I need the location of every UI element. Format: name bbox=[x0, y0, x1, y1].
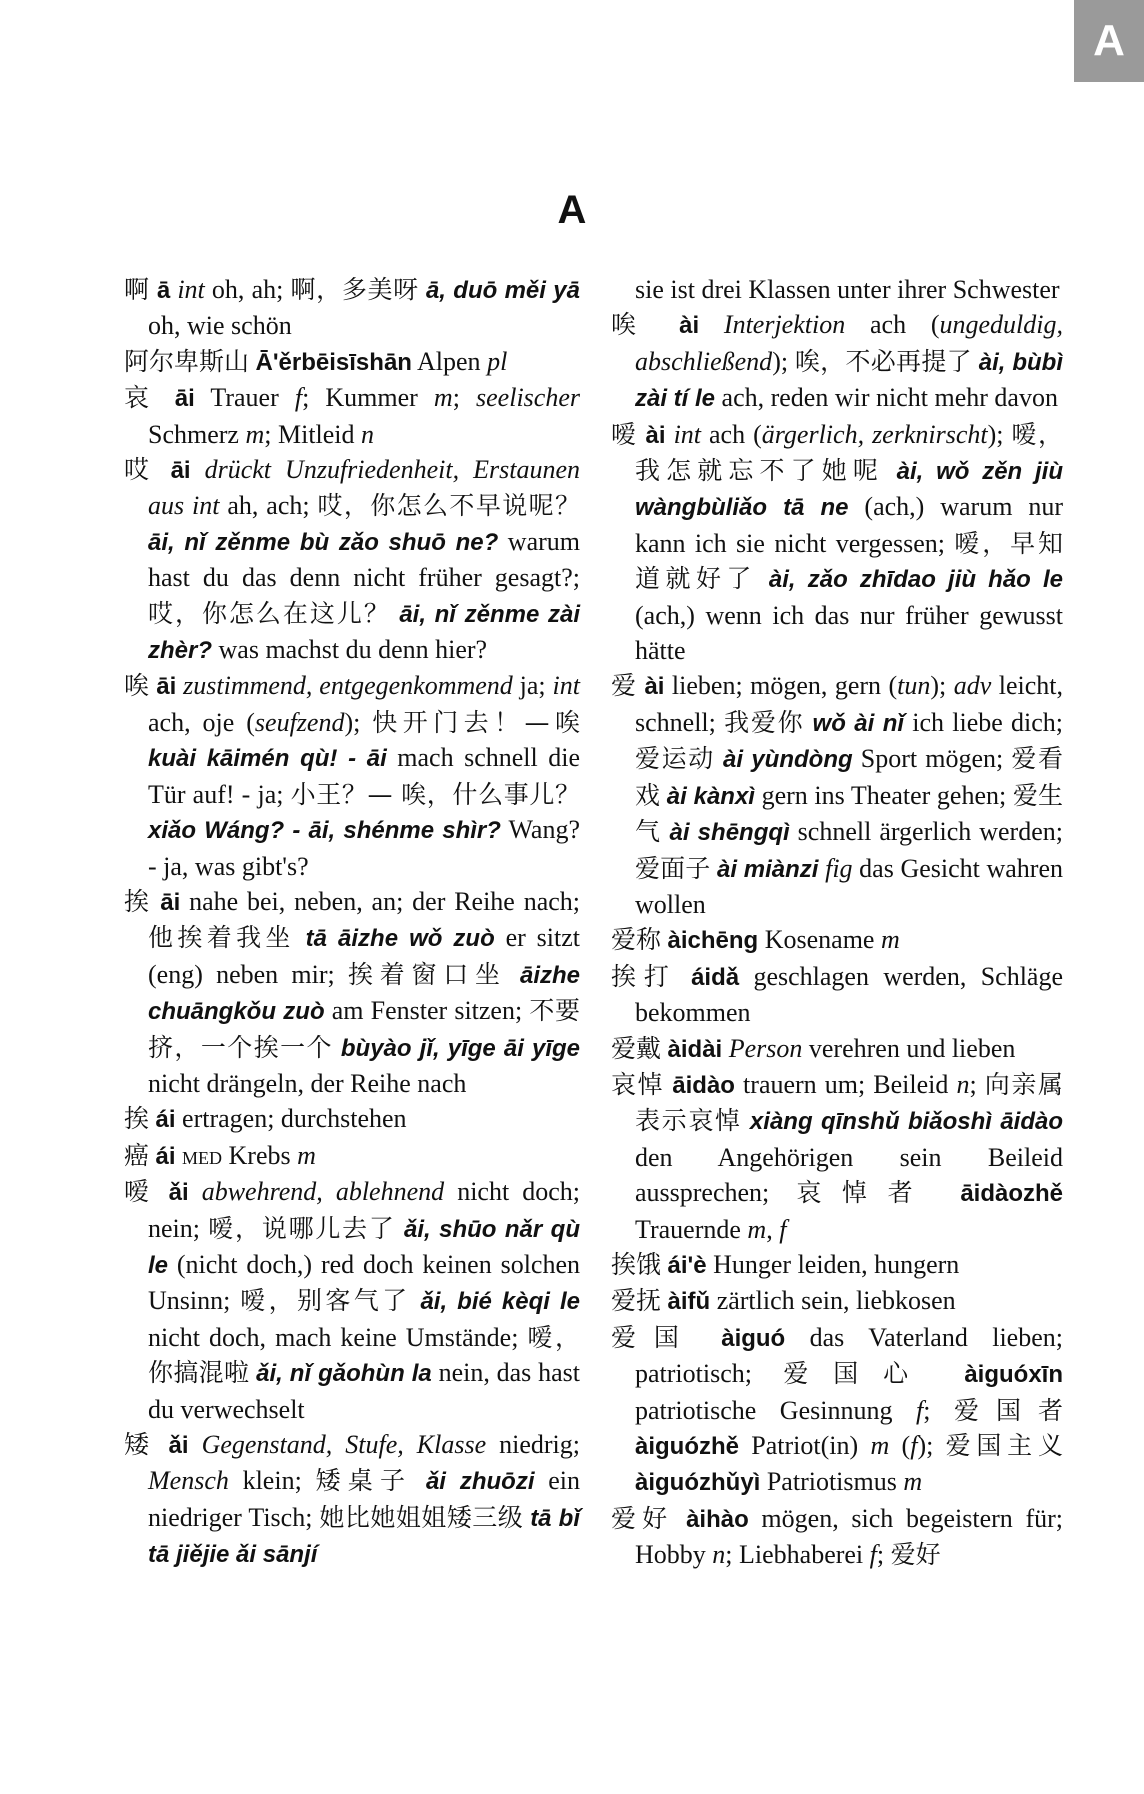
grammar-label: n bbox=[956, 1069, 970, 1099]
entry-text: nicht doch, mach keine Umstände; bbox=[148, 1322, 528, 1352]
example-chinese: 嗳，别客气了 bbox=[240, 1286, 411, 1316]
example-chinese: 爱国主义 bbox=[945, 1431, 1063, 1460]
headword-pinyin: àidài bbox=[667, 1035, 723, 1063]
example-chinese: 我爱你 bbox=[724, 707, 805, 737]
grammar-label: f bbox=[869, 1540, 877, 1570]
entry-text bbox=[933, 1178, 960, 1207]
headword-pinyin: āi bbox=[170, 457, 191, 485]
headword: 嗳 bbox=[124, 1177, 156, 1207]
headword: 哀 bbox=[124, 383, 159, 413]
headword-pinyin: ái bbox=[155, 1106, 176, 1134]
headword-pinyin: ǎi bbox=[168, 1179, 189, 1207]
entry-text: patriotische Gesinnung bbox=[635, 1395, 916, 1425]
example-pinyin: ài kànxì bbox=[666, 782, 755, 810]
headword: 爱抚 bbox=[611, 1286, 662, 1316]
example-chinese: 啊，多美呀 bbox=[290, 275, 419, 304]
entry-text: ; Mitleid bbox=[264, 419, 362, 449]
entry-text bbox=[151, 887, 160, 916]
headword: 挨饿 bbox=[611, 1249, 662, 1279]
headword-pinyin: āi bbox=[160, 888, 181, 916]
example-pinyin: wǒ ài nǐ bbox=[812, 709, 905, 737]
grammar-label: zustimmend, entgegenkommend bbox=[183, 671, 513, 701]
entry-text: ach, oje ( bbox=[148, 707, 255, 737]
entry-text: ; bbox=[923, 1395, 954, 1425]
example-pinyin: ǎi, shūo nǎr qù le bbox=[148, 1215, 580, 1279]
example-chinese: 嗳，我怎就忘不了她呢 bbox=[635, 419, 1064, 486]
dictionary-entry bbox=[124, 1427, 580, 1573]
entry-text: niedrig; bbox=[486, 1430, 581, 1459]
grammar-label: f bbox=[910, 1431, 918, 1460]
headword: 爱 bbox=[611, 671, 637, 701]
grammar-label: Gegenstand, Stufe, Klasse bbox=[201, 1430, 487, 1459]
entry-text: lieben; mögen, gern ( bbox=[664, 671, 898, 701]
entry-text: am Fenster sitzen; bbox=[324, 996, 530, 1026]
grammar-label: fig bbox=[825, 853, 853, 883]
entry-text: ach ( bbox=[701, 419, 762, 449]
entry-text: mögen, sich begeistern für; Hobby bbox=[635, 1503, 1064, 1570]
dictionary-entry bbox=[124, 884, 580, 1101]
entry-text bbox=[742, 1106, 750, 1135]
letter-tab: A bbox=[1074, 0, 1144, 82]
headword: 癌 bbox=[124, 1140, 150, 1170]
dictionary-entry bbox=[611, 959, 1063, 1031]
entry-text: ich liebe dich; bbox=[904, 707, 1064, 737]
entry-text: das Vaterland lieben; patriotisch; bbox=[635, 1322, 1063, 1389]
headword-pinyin: àiguózhǔyì bbox=[635, 1469, 761, 1497]
headword-pinyin: àihào bbox=[686, 1505, 749, 1533]
entry-text bbox=[412, 1466, 426, 1495]
entry-text bbox=[884, 456, 897, 485]
entry-text: ertragen; durchstehen bbox=[175, 1104, 407, 1134]
example-pinyin: ài yùndòng bbox=[723, 746, 853, 774]
entry-text: ); bbox=[772, 346, 795, 376]
headword: 爱戴 bbox=[611, 1033, 662, 1063]
entry-text bbox=[715, 744, 723, 773]
entry-text bbox=[189, 1430, 202, 1459]
entry-text bbox=[150, 275, 157, 304]
entry-text: Wang? - ja, was gibt's? bbox=[148, 815, 580, 881]
grammar-label: m bbox=[880, 925, 900, 955]
headword: 哀悼 bbox=[611, 1069, 665, 1099]
entry-text: ); bbox=[917, 1431, 946, 1460]
dictionary-entry bbox=[611, 922, 1063, 958]
domain-label: med bbox=[182, 1140, 223, 1170]
entry-text: Patriot(in) bbox=[739, 1431, 871, 1460]
entry-text bbox=[666, 420, 674, 449]
entry-text: (nicht doch,) red doch keinen solchen Unsinn; bbox=[148, 1249, 580, 1316]
example-chinese: 哎，你怎么在这儿？ bbox=[148, 598, 391, 628]
entry-text: leicht, schnell; bbox=[635, 671, 1063, 737]
headword-pinyin: āidàozhě bbox=[960, 1180, 1064, 1208]
section-heading: A bbox=[557, 188, 587, 232]
entry-text: ; bbox=[969, 1069, 985, 1099]
grammar-label: f bbox=[915, 1395, 924, 1425]
entry-text bbox=[333, 1033, 341, 1062]
entry-text bbox=[411, 1286, 421, 1315]
example-chinese: 挨着窗口坐 bbox=[348, 959, 507, 989]
example-chinese: 嗳，你搞混啦 bbox=[148, 1322, 580, 1388]
example-chinese: 爱国者 bbox=[953, 1395, 1063, 1425]
example-pinyin: āi, nǐ zěnme zài zhèr? bbox=[148, 600, 580, 665]
entry-text: sie ist drei Klassen unter ihrer Schwester bbox=[635, 275, 1060, 304]
headword-pinyin: ài bbox=[645, 421, 666, 449]
example-chinese: 爱好 bbox=[890, 1540, 941, 1570]
example-pinyin: tā āizhe wǒ zuò bbox=[305, 925, 495, 953]
headword: 唉 bbox=[611, 310, 655, 340]
entry-text: was machst du denn hier? bbox=[212, 635, 488, 665]
entry-text: nicht doch; nein; bbox=[148, 1177, 580, 1243]
grammar-label: m bbox=[747, 1214, 767, 1244]
headword-pinyin: àichēng bbox=[667, 927, 759, 955]
entry-text bbox=[654, 310, 679, 339]
headword: 啊 bbox=[124, 275, 150, 304]
example-pinyin: ài miànzi bbox=[716, 855, 819, 883]
entry-text bbox=[677, 962, 691, 991]
grammar-label: seufzend bbox=[254, 707, 345, 737]
entry-text bbox=[804, 708, 812, 737]
entry-text bbox=[191, 455, 205, 484]
dictionary-entry bbox=[124, 1138, 580, 1174]
entry-text: ach ( bbox=[845, 310, 940, 340]
example-chinese: 他挨着我坐 bbox=[148, 923, 295, 953]
entry-text: ); bbox=[987, 419, 1012, 449]
entry-text: (ach,) warum nur kann ich sie nicht vergessen; bbox=[635, 492, 1063, 558]
entry-text bbox=[710, 854, 717, 883]
example-chinese: 爱运动 bbox=[635, 744, 715, 774]
example-pinyin: xiàng qīnshǔ biǎoshì āidào bbox=[749, 1108, 1063, 1136]
example-pinyin: ài, wǒ zěn jiù wàngbùliǎo tā ne bbox=[635, 458, 1063, 522]
entry-text bbox=[972, 347, 979, 376]
grammar-label: m bbox=[245, 419, 265, 449]
entry-text bbox=[660, 781, 667, 810]
entry-text: zärtlich sein, liebkosen bbox=[710, 1286, 956, 1316]
headword-pinyin: āi bbox=[174, 385, 195, 413]
entry-text: geschlagen werden, Schläge bekommen bbox=[635, 961, 1063, 1028]
entry-text: Sport mögen; bbox=[852, 744, 1012, 774]
dictionary-entry bbox=[611, 1283, 1063, 1319]
entry-text: Krebs bbox=[222, 1140, 298, 1170]
headword-pinyin: ài bbox=[644, 673, 665, 701]
entry-text: , bbox=[766, 1214, 780, 1244]
example-pinyin: āizhe chuāngkǒu zuò bbox=[148, 961, 580, 1026]
grammar-label: abwehrend, ablehnend bbox=[201, 1177, 445, 1207]
entry-text: ; bbox=[452, 383, 477, 413]
entry-continuation bbox=[611, 272, 1063, 307]
entry-text: ach, reden wir nicht mehr davon bbox=[715, 383, 1058, 413]
headword: 阿尔卑斯山 bbox=[124, 346, 250, 376]
example-chinese: 爱国心 bbox=[783, 1359, 933, 1389]
headword-pinyin: Ā'ěrbēisīshān bbox=[255, 348, 412, 376]
example-pinyin: xiǎo Wáng? - āi, shénme shìr? bbox=[148, 817, 501, 845]
headword: 挨 bbox=[124, 1104, 150, 1134]
example-pinyin: ā, duō měi yā bbox=[425, 277, 580, 304]
entry-text bbox=[157, 455, 171, 484]
grammar-label: Person bbox=[728, 1033, 803, 1063]
headword-pinyin: āi bbox=[156, 673, 177, 701]
grammar-label: m bbox=[297, 1140, 316, 1170]
entry-text bbox=[156, 1430, 169, 1459]
entry-text: ); bbox=[930, 671, 954, 701]
headword-pinyin: āidào bbox=[672, 1071, 735, 1099]
entry-text: ); bbox=[344, 707, 373, 737]
grammar-label: n bbox=[361, 419, 375, 449]
example-chinese: 哎，你怎么不早说呢？ bbox=[317, 491, 580, 521]
headword: 哎 bbox=[124, 455, 157, 485]
entry-text: trauern um; Beileid bbox=[734, 1069, 957, 1099]
dictionary-entry bbox=[124, 272, 580, 344]
entry-text bbox=[662, 817, 670, 846]
entry-text: ( bbox=[889, 1431, 911, 1460]
entry-text: Schmerz bbox=[148, 419, 246, 449]
grammar-label: Interjektion bbox=[723, 310, 846, 340]
headword-pinyin: ái'è bbox=[667, 1251, 707, 1279]
entry-text: nahe bei, neben, an; der Reihe nach; bbox=[180, 886, 580, 916]
example-pinyin: ài, bùbì zài tí le bbox=[635, 348, 1064, 413]
entry-text bbox=[638, 420, 646, 449]
left-column bbox=[124, 272, 580, 1573]
example-pinyin: ǎi, bié kèqi le bbox=[420, 1288, 580, 1316]
entry-text bbox=[697, 1323, 721, 1352]
entry-text: ; Liebhaberei bbox=[725, 1540, 870, 1570]
example-chinese: 她比她姐姐矮三级 bbox=[319, 1502, 524, 1532]
example-pinyin: tā bǐ tā jiějie ǎi sānjí bbox=[148, 1504, 580, 1569]
example-pinyin: kuài kāimén qù! - āi bbox=[148, 745, 387, 773]
entry-text: verehren und lieben bbox=[802, 1033, 1016, 1063]
dictionary-entry bbox=[611, 1247, 1063, 1283]
grammar-label: int bbox=[177, 275, 205, 304]
headword: 嗳 bbox=[611, 419, 638, 449]
entry-text: ja; bbox=[512, 671, 553, 701]
example-chinese: 小王？— 唉，什么事儿？ bbox=[290, 779, 581, 809]
entry-text: ; Kummer bbox=[302, 383, 434, 413]
example-pinyin: ài shēngqì bbox=[669, 819, 790, 847]
grammar-label: tun bbox=[897, 671, 931, 701]
example-chinese: 向亲属表示哀悼 bbox=[635, 1069, 1063, 1136]
entry-text bbox=[159, 383, 175, 412]
grammar-label: m bbox=[433, 383, 453, 413]
dictionary-entry bbox=[611, 1031, 1063, 1067]
headword: 唉 bbox=[124, 671, 150, 701]
entry-text bbox=[699, 310, 724, 339]
grammar-label: m bbox=[903, 1467, 923, 1497]
entry-text: Kosename bbox=[758, 925, 881, 955]
dictionary-entry bbox=[611, 1320, 1063, 1501]
dictionary-entry bbox=[124, 1174, 580, 1427]
entry-text: nein, das hast du verwechselt bbox=[148, 1358, 581, 1424]
dictionary-entry bbox=[124, 1101, 580, 1137]
headword-pinyin: àiguózhě bbox=[635, 1433, 740, 1460]
example-pinyin: ǎi, nǐ gǎohùn la bbox=[256, 1360, 432, 1388]
headword: 爱好 bbox=[611, 1503, 674, 1533]
headword: 矮 bbox=[124, 1430, 156, 1459]
example-pinyin: āi, nǐ zěnme bù zǎo shuō ne? bbox=[148, 528, 499, 556]
headword: 挨 bbox=[124, 886, 152, 916]
grammar-label: n bbox=[712, 1540, 726, 1570]
dictionary-entry bbox=[124, 380, 580, 452]
entry-text: ein niedriger Tisch; bbox=[148, 1466, 581, 1532]
grammar-label: f bbox=[779, 1214, 787, 1244]
entry-text: Patriotismus bbox=[760, 1467, 904, 1497]
example-chinese: 爱看戏 bbox=[635, 744, 1063, 810]
example-pinyin: ài, zǎo zhīdao jiù hǎo le bbox=[768, 566, 1063, 594]
entry-text: warum hast du das denn nicht früher gesagt?; bbox=[148, 526, 580, 593]
dictionary-entry bbox=[124, 344, 580, 380]
entry-text: Trauernde bbox=[635, 1214, 748, 1244]
entry-text: Hunger leiden, hungern bbox=[706, 1249, 960, 1279]
example-chinese: 哀悼者 bbox=[796, 1178, 934, 1208]
entry-text bbox=[757, 564, 769, 593]
entry-text: gern ins Theater gehen; bbox=[754, 780, 1013, 810]
headword-pinyin: ǎi bbox=[168, 1432, 189, 1459]
dictionary-entry bbox=[611, 1067, 1063, 1247]
entry-text: das Gesicht wahren wollen bbox=[635, 853, 1063, 919]
headword: 爱国 bbox=[611, 1322, 697, 1352]
example-pinyin: ǎi zhuōzi bbox=[425, 1468, 535, 1496]
headword-pinyin: áidǎ bbox=[691, 963, 740, 991]
entry-text bbox=[156, 1177, 169, 1206]
grammar-label: m bbox=[870, 1431, 890, 1460]
headword: 挨打 bbox=[611, 961, 677, 991]
dictionary-entry bbox=[124, 452, 580, 668]
entry-text: Trauer bbox=[194, 383, 295, 413]
example-chinese: 快开门去！—唉 bbox=[372, 707, 580, 737]
example-chinese: 嗳，说哪儿去了 bbox=[208, 1213, 396, 1243]
dictionary-entry bbox=[124, 668, 580, 883]
grammar-label: int bbox=[552, 671, 580, 701]
headword-pinyin: àiguóxīn bbox=[964, 1361, 1063, 1389]
entry-text: Alpen bbox=[411, 346, 488, 376]
dictionary-entry bbox=[611, 668, 1063, 922]
example-chinese: 不要挤，一个挨一个 bbox=[148, 996, 580, 1062]
entry-text: schnell ärgerlich werden; bbox=[789, 817, 1063, 847]
entry-text bbox=[295, 923, 306, 952]
dictionary-entry bbox=[611, 307, 1063, 416]
headword-pinyin: àiguó bbox=[721, 1324, 786, 1352]
headword-pinyin: ái bbox=[155, 1142, 176, 1170]
entry-text: mach schnell die Tür auf! - ja; bbox=[148, 743, 580, 809]
grammar-label: ärgerlich, zerknirscht bbox=[761, 419, 988, 449]
entry-text: klein; bbox=[228, 1466, 316, 1496]
grammar-label: adv bbox=[953, 671, 992, 701]
headword: 爱称 bbox=[611, 925, 662, 955]
grammar-label: f bbox=[294, 383, 303, 413]
headword-pinyin: àifǔ bbox=[667, 1288, 711, 1316]
grammar-label: pl bbox=[487, 346, 508, 376]
entry-text bbox=[419, 275, 426, 304]
dictionary-entry bbox=[611, 1501, 1063, 1573]
entry-text bbox=[396, 1214, 404, 1243]
entry-text: den Angehörigen sein Beileid aussprechen; bbox=[635, 1142, 1063, 1208]
entry-text: oh, ah; bbox=[204, 275, 291, 304]
example-chinese: 矮桌子 bbox=[315, 1466, 413, 1496]
grammar-label: Mensch bbox=[148, 1466, 229, 1496]
entry-text bbox=[673, 1504, 686, 1533]
grammar-label: drückt Unzufriedenheit, Erstaunen aus int bbox=[148, 455, 580, 521]
example-chinese: 爱面子 bbox=[635, 853, 711, 883]
example-chinese: 嗳，早知道就好了 bbox=[635, 528, 1063, 594]
right-column bbox=[611, 272, 1063, 1573]
grammar-label: int bbox=[673, 419, 702, 449]
example-chinese: 唉，不必再提了 bbox=[794, 346, 972, 376]
example-chinese: 爱生气 bbox=[635, 780, 1064, 847]
dictionary-entry bbox=[611, 417, 1063, 669]
entry-text: (ach,) wenn ich das nur früher gewusst hätte bbox=[635, 600, 1063, 666]
entry-text: oh, wie schön bbox=[148, 311, 292, 341]
entry-text: nicht drängeln, der Reihe nach bbox=[148, 1068, 467, 1098]
entry-text bbox=[933, 1359, 964, 1388]
headword-pinyin: ài bbox=[679, 312, 700, 340]
grammar-label: ungeduldig, abschließend bbox=[635, 310, 1064, 376]
entry-text bbox=[507, 960, 520, 989]
entry-text: ; bbox=[876, 1540, 891, 1570]
headword-pinyin: ā bbox=[156, 277, 171, 304]
example-pinyin: bùyào jǐ, yīge āi yīge bbox=[340, 1034, 580, 1062]
grammar-label: seelischer bbox=[476, 383, 580, 413]
entry-text: er sitzt (eng) neben mir; bbox=[148, 923, 580, 989]
entry-text: ah, ach; bbox=[219, 491, 318, 521]
entry-text bbox=[189, 1177, 202, 1206]
